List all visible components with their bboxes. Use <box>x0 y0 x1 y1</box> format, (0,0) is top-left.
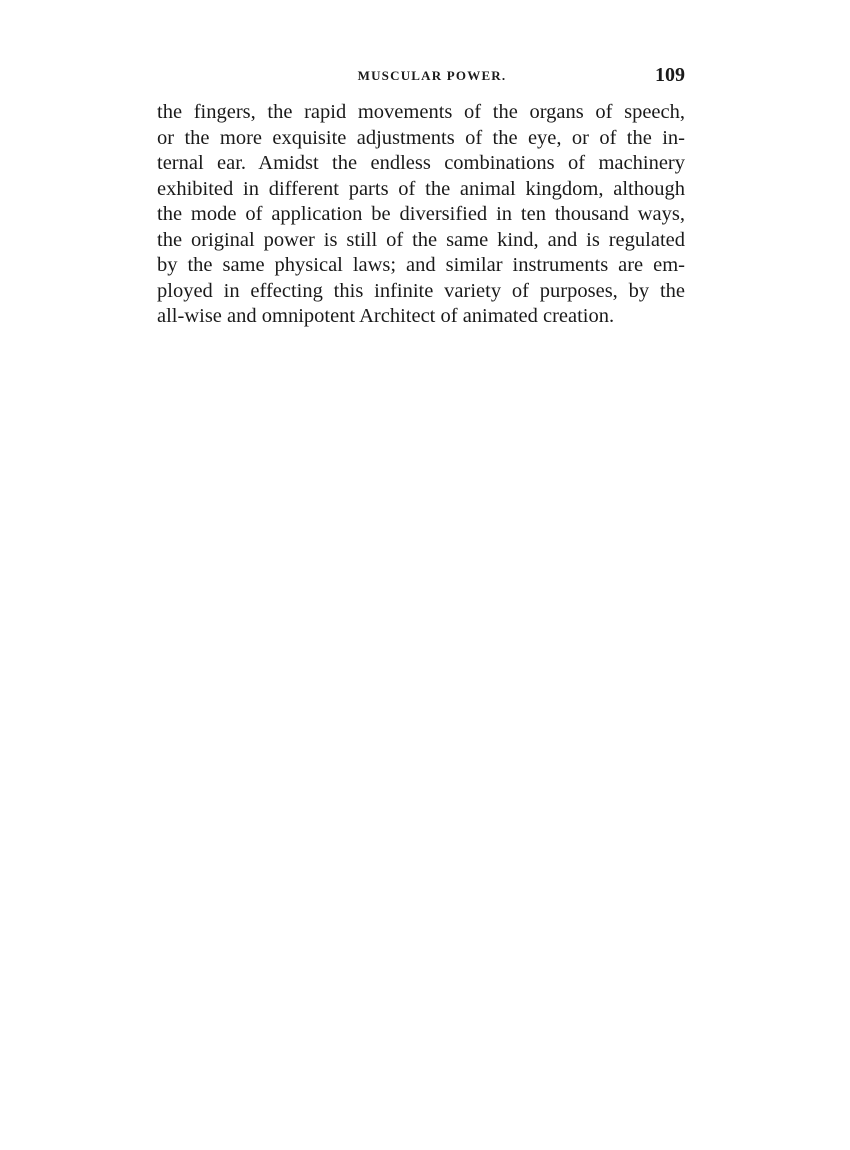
page-number: 109 <box>655 64 685 86</box>
running-head <box>157 64 685 90</box>
text-line: exhibited in different parts of the animal kingdom, although <box>157 177 685 200</box>
text-line: the mode of application be diversified in ten thousand ways, <box>157 203 685 225</box>
running-title: MUSCULAR POWER. <box>357 68 507 83</box>
text-line: all-wise and omnipotent Architect of animated creation. <box>157 305 615 327</box>
text-line: ployed in effecting this infinite variety of purposes, by the <box>157 279 685 302</box>
text-line: the original power is still of the same kind, and is regulated <box>157 228 685 251</box>
text-line: ternal ear. Amidst the endless combinations of machinery <box>157 152 685 174</box>
body-paragraph <box>157 100 685 330</box>
text-line: the fingers, the rapid movements of the organs of speech, <box>157 101 685 123</box>
text-line: by the same physical laws; and similar instruments are em- <box>157 254 685 276</box>
text-line: or the more exquisite adjustments of the eye, or of the in- <box>157 126 685 149</box>
